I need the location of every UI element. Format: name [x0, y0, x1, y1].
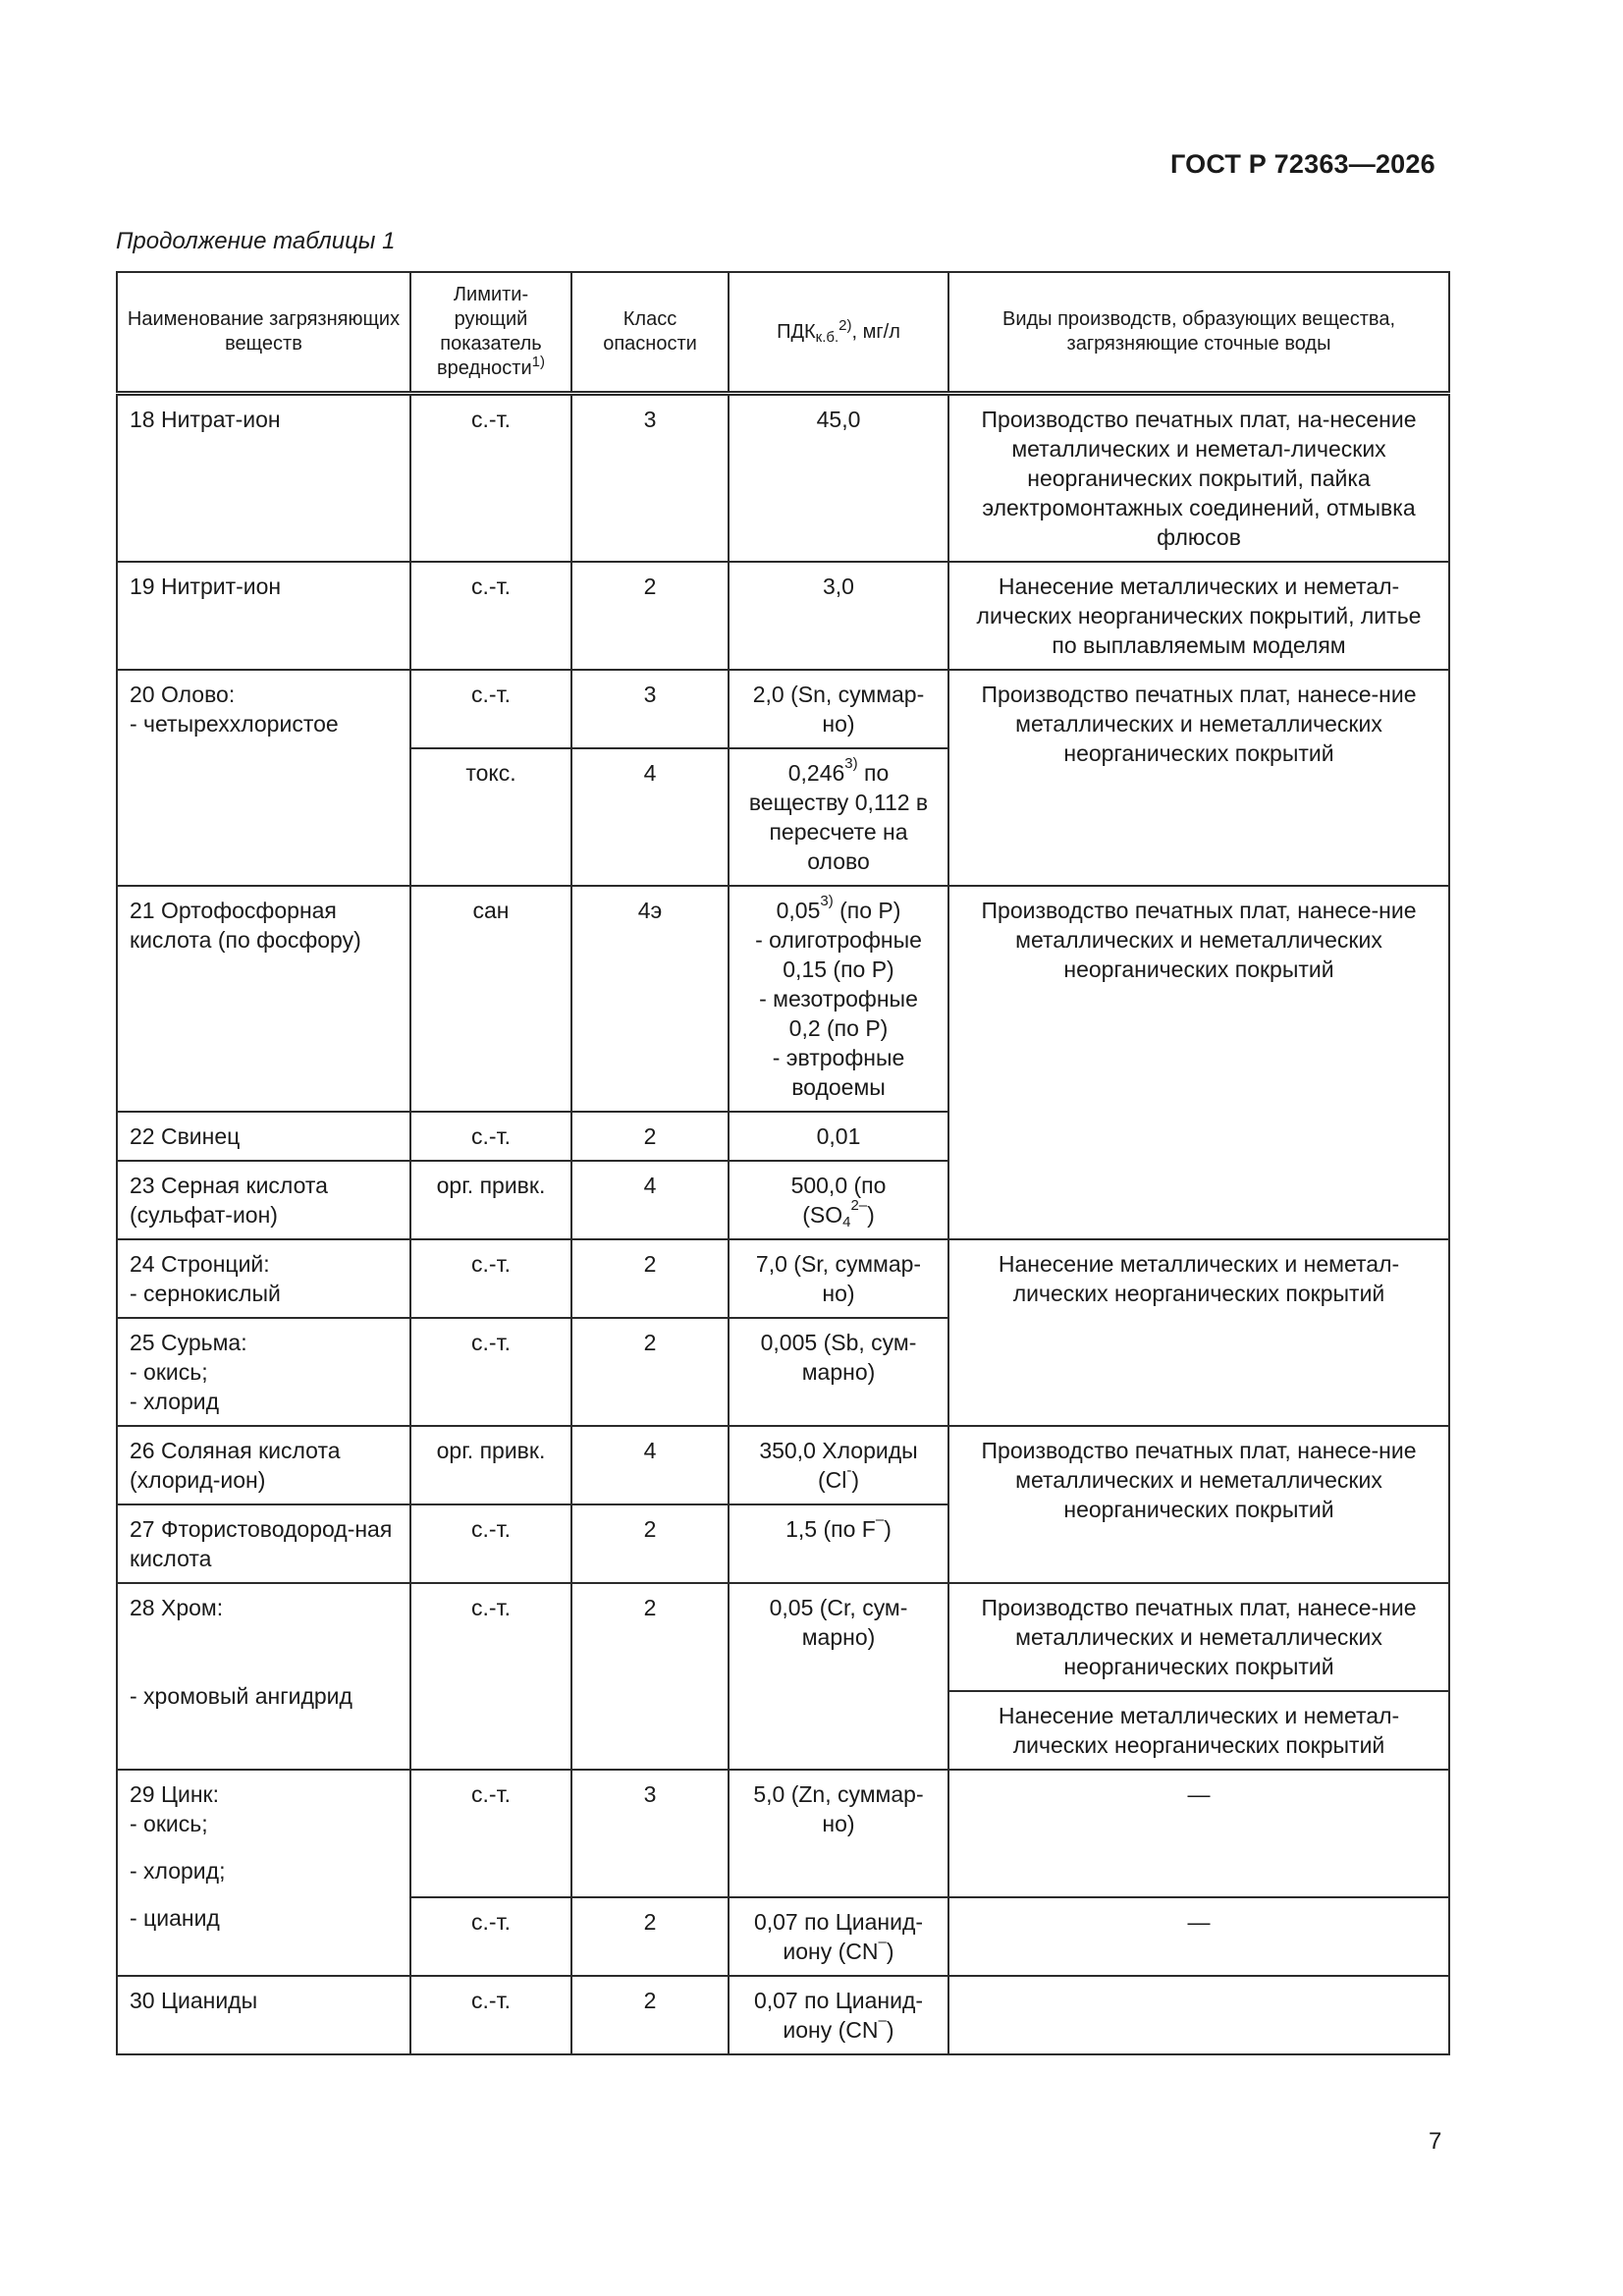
cell-pdk: 7,0 (Sr, суммар-но) [729, 1239, 948, 1318]
table-row [117, 670, 1449, 748]
cell-limit: с.-т. [410, 1239, 571, 1318]
cell-limit: с.-т. [410, 1976, 571, 2054]
cell-limit: орг. привк. [410, 1161, 571, 1239]
cell-production: Производство печатных плат, нанесе-ние металлических и неметаллических неорганических покрытий [948, 1583, 1449, 1691]
cell-production: — [948, 1897, 1449, 1976]
cell-hazard: 2 [571, 1112, 729, 1161]
cell-name: 21 Ортофосфорная кислота (по фосфору) [117, 886, 410, 1112]
cell-limit: с.-т. [410, 1583, 571, 1770]
cell-hazard: 3 [571, 1770, 729, 1897]
col-header-pdk: ПДКк.б.$^{2)}$, мг/л [729, 272, 948, 394]
cell-production: Производство печатных плат, на-несение металлических и неметал-лических неорганических покрытий, пайка электромонтажных соединений, отмывка флюсов [948, 394, 1449, 563]
cell-name: 23 Серная кислота (сульфат-ион) [117, 1161, 410, 1239]
table-row [117, 562, 1449, 670]
cell-production: Нанесение металлических и неметал-лических неорганических покрытий [948, 1691, 1449, 1770]
cell-hazard: 4 [571, 1426, 729, 1504]
cell-hazard: 2 [571, 1976, 729, 2054]
cell-name: 18 Нитрат-ион [117, 394, 410, 563]
cell-pdk: 1,5 (по F–) [729, 1504, 948, 1583]
table-row [117, 1770, 1449, 1897]
cell-production: Производство печатных плат, нанесе-ние металлических и неметаллических неорганических покрытий [948, 1426, 1449, 1583]
cell-name: 26 Соляная кислота (хлорид-ион) [117, 1426, 410, 1504]
cell-limit: сан [410, 886, 571, 1112]
col-header-hazard: Класс опасности [571, 272, 729, 394]
cell-name: 29 Цинк: - окись; - хлорид; - цианид [117, 1770, 410, 1976]
cell-hazard: 4 [571, 1161, 729, 1239]
cell-name: 30 Цианиды [117, 1976, 410, 2054]
table-row [117, 394, 1449, 563]
cell-limit: с.-т. [410, 1318, 571, 1426]
cell-pdk: 0,01 [729, 1112, 948, 1161]
cell-limit: орг. привк. [410, 1426, 571, 1504]
table-row [117, 1976, 1449, 2054]
table-row [117, 1239, 1449, 1318]
cell-limit: с.-т. [410, 1770, 571, 1897]
cell-hazard: 3 [571, 394, 729, 563]
cell-pdk: 350,0 Хлориды (Cl-) [729, 1426, 948, 1504]
col-header-production: Виды производств, образующих вещества, загрязняющие сточные воды [948, 272, 1449, 394]
cell-name: 19 Нитрит-ион [117, 562, 410, 670]
cell-production: Производство печатных плат, нанесе-ние металлических и неметаллических неорганических покрытий [948, 670, 1449, 886]
pollutants-table [116, 271, 1450, 2055]
col-header-name: Наименование загрязняющих веществ [117, 272, 410, 394]
cell-hazard: 2 [571, 562, 729, 670]
cell-name: 27 Фтористоводород-ная кислота [117, 1504, 410, 1583]
cell-name: 25 Сурьма: - окись; - хлорид [117, 1318, 410, 1426]
col-header-limit: Лимити-рующий показатель вредности$^{1)}$ [410, 272, 571, 394]
cell-hazard: 2 [571, 1239, 729, 1318]
cell-production: Нанесение металлических и неметал-лических неорганических покрытий, литье по выплавляемым моделям [948, 562, 1449, 670]
cell-production: — [948, 1770, 1449, 1897]
cell-hazard: 4 [571, 748, 729, 886]
cell-hazard: 4э [571, 886, 729, 1112]
cell-pdk: 500,0 (по $(SO4^{2-})$ [729, 1161, 948, 1239]
cell-pdk: 0,005 (Sb, сум-марно) [729, 1318, 948, 1426]
cell-production: Нанесение металлических и неметал-лических неорганических покрытий [948, 1239, 1449, 1426]
cell-limit: с.-т. [410, 1504, 571, 1583]
table-caption: Продолжение таблицы 1 [116, 228, 396, 254]
cell-production [948, 1976, 1449, 2054]
cell-name: 24 Стронций: - сернокислый [117, 1239, 410, 1318]
cell-hazard: 2 [571, 1504, 729, 1583]
cell-name: 28 Хром: - хромовый ангидрид [117, 1583, 410, 1770]
cell-limit: с.-т. [410, 670, 571, 748]
cell-limit: токс. [410, 748, 571, 886]
cell-pdk: 0,07 по Цианид-иону (CN–) [729, 1976, 948, 2054]
table-row [117, 1426, 1449, 1504]
document-id: ГОСТ Р 72363—2026 [1170, 149, 1435, 179]
cell-pdk: 3,0 [729, 562, 948, 670]
cell-hazard: 2 [571, 1318, 729, 1426]
cell-pdk: 45,0 [729, 394, 948, 563]
cell-limit: с.-т. [410, 1112, 571, 1161]
cell-hazard: 2 [571, 1583, 729, 1770]
cell-limit: с.-т. [410, 1897, 571, 1976]
cell-hazard: 2 [571, 1897, 729, 1976]
page-number: 7 [1429, 2128, 1442, 2155]
cell-name: 22 Свинец [117, 1112, 410, 1161]
cell-limit: с.-т. [410, 562, 571, 670]
cell-pdk: 5,0 (Zn, суммар-но) [729, 1770, 948, 1897]
table-row [117, 1583, 1449, 1691]
cell-name: 20 Олово: - четыреххлористое [117, 670, 410, 886]
table-header [117, 272, 1449, 394]
cell-pdk: 0,05 (Cr, сум-марно) [729, 1583, 948, 1770]
table-row [117, 886, 1449, 1112]
cell-production: Производство печатных плат, нанесе-ние металлических и неметаллических неорганических покрытий [948, 886, 1449, 1239]
cell-pdk: 0,05$^{3)}$ (по P) - олиготрофные 0,15 (по P) - мезотрофные 0,2 (по P) - эвтрофные водоемы [729, 886, 948, 1112]
cell-pdk: 0,07 по Цианид-иону (CN–) [729, 1897, 948, 1976]
cell-pdk: 2,0 (Sn, суммар-но) [729, 670, 948, 748]
cell-limit: с.-т. [410, 394, 571, 563]
cell-hazard: 3 [571, 670, 729, 748]
cell-pdk: 0,246$^{3)}$ по веществу 0,112 в пересчете на олово [729, 748, 948, 886]
